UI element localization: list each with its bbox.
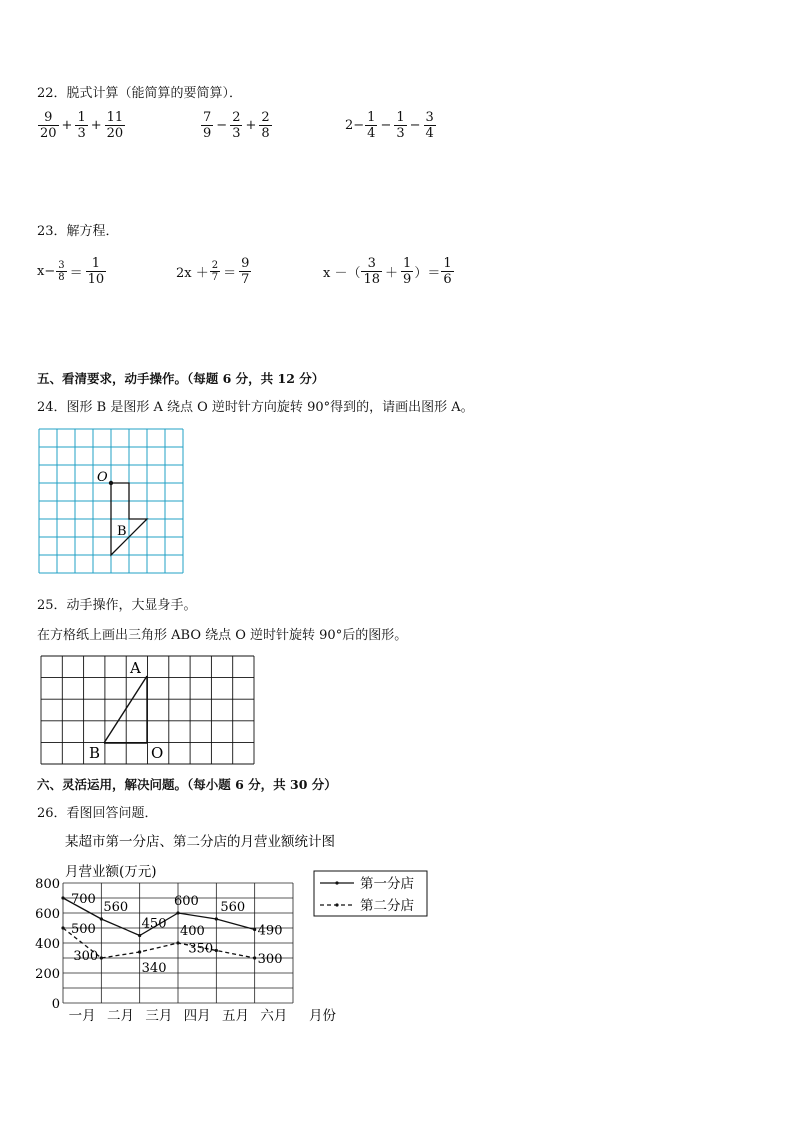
fraction: $\frac{3}{4}$ [425, 110, 434, 141]
legend-marker [335, 903, 338, 906]
legend-label: 第二分店 [360, 898, 414, 914]
y-tick-labels [35, 877, 60, 1012]
q25-grid [40, 655, 256, 767]
q22-expr-3: 2− $\frac{1}{4}$ − $\frac{1}{3}$ − $\frac{3}{4}$ [345, 110, 434, 141]
fraction: $\frac{1}{6}$ [443, 256, 452, 287]
fraction: $\frac{3}{18}$ [363, 256, 381, 287]
data-label: 400 [180, 924, 205, 939]
y-tick-label: 400 [35, 937, 60, 952]
fraction: $\frac{1}{3}$ [77, 110, 86, 141]
x-tick-label: 三月 [145, 1008, 173, 1024]
chart-title: 某超市第一分店、第二分店的月营业额统计图 [65, 834, 335, 850]
x-axis-label: 月份 [309, 1008, 336, 1024]
q25-title: 25．动手操作，大显身手。 [37, 598, 197, 613]
data-label: 350 [188, 941, 214, 957]
data-point [100, 917, 103, 920]
fraction: $\frac{7}{9}$ [203, 110, 212, 141]
y-tick-label: 200 [35, 967, 60, 982]
legend-marker [335, 881, 338, 884]
data-point [215, 949, 218, 952]
data-point [253, 928, 256, 931]
data-label: 450 [141, 916, 167, 932]
x-tick-label: 一月 [68, 1008, 96, 1024]
y-axis-label: 月营业额(万元) [65, 864, 157, 880]
fraction: $\frac{1}{3}$ [396, 110, 405, 141]
data-point [61, 926, 64, 929]
fraction: $\frac{2}{7}$ [211, 260, 219, 283]
fraction: $\frac{11}{20}$ [106, 110, 124, 141]
chart-legend [314, 871, 427, 916]
data-label: 340 [141, 961, 167, 976]
q22-title: 22．脱式计算（能简算的要简算）． [37, 86, 243, 101]
q23-equation-1: x− $\frac{3}{8}$ ＝ $\frac{1}{10}$ [37, 256, 105, 287]
fraction: $\frac{1}{9}$ [403, 256, 412, 287]
x-tick-label: 五月 [222, 1008, 249, 1024]
fraction: $\frac{3}{8}$ [58, 260, 65, 283]
data-point [100, 956, 103, 959]
label-o: O [151, 744, 164, 762]
q24-title: 24．图形 B 是图形 A 绕点 O 逆时针方向旋转 90°得到的，请画出图形 A。 [37, 400, 474, 415]
x-tick-label: 四月 [183, 1008, 211, 1024]
label-b: B [89, 744, 101, 762]
fraction: $\frac{9}{20}$ [40, 110, 57, 141]
data-point [61, 896, 64, 899]
fraction: $\frac{2}{3}$ [232, 110, 241, 141]
label-a: A [130, 659, 141, 677]
data-label: 500 [71, 922, 96, 937]
q24-rotation-grid [37, 427, 187, 577]
q23-equation-2: 2x ＋ $\frac{2}{7}$ ＝ $\frac{9}{7}$ [176, 256, 250, 287]
label-b: B [117, 524, 127, 539]
data-point [176, 911, 179, 914]
section-6-heading: 六、灵活运用，解决问题。（每小题 6 分，共 30 分） [37, 777, 337, 792]
data-point [215, 917, 218, 920]
sales-line-chart [30, 826, 450, 1036]
q22-expr-1: $\frac{9}{20}$ + $\frac{1}{3}$ + $\frac{11}{20}$ [40, 110, 124, 141]
x-tick-label: 六月 [260, 1008, 288, 1024]
point-o [109, 481, 113, 485]
q23-equation-3: x －（ $\frac{3}{18}$ ＋ $\frac{1}{9}$ ）＝ $\frac{1}{6}$ [323, 256, 452, 287]
data-label: 300 [73, 949, 99, 964]
y-tick-label: 800 [35, 877, 60, 892]
data-label: 560 [103, 900, 129, 915]
label-o: O [97, 470, 108, 485]
fraction: $\frac{1}{10}$ [87, 256, 105, 287]
data-label: 600 [174, 894, 199, 909]
data-point [176, 941, 179, 944]
chart-series [61, 892, 282, 976]
data-point [253, 956, 256, 959]
fraction: $\frac{9}{7}$ [241, 256, 250, 287]
q26-title: 26．看图回答问题． [37, 806, 158, 821]
x-tick-labels [69, 1008, 288, 1024]
q22-expr-2: $\frac{7}{9}$ − $\frac{2}{3}$ + $\frac{2}{8}$ [203, 110, 270, 141]
fraction: $\frac{1}{4}$ [367, 110, 376, 141]
y-tick-label: 600 [35, 907, 60, 922]
data-label: 700 [71, 892, 96, 907]
q25-instruction: 在方格纸上画出三角形 ABO 绕点 O 逆时针旋转 90°后的图形。 [37, 628, 408, 643]
data-point [138, 934, 141, 937]
side-ab [104, 676, 147, 743]
section-5-heading: 五、看清要求，动手操作。（每题 6 分，共 12 分） [37, 371, 325, 386]
data-label: 300 [257, 952, 283, 967]
fraction: $\frac{2}{8}$ [261, 110, 270, 141]
data-label: 560 [220, 900, 246, 915]
data-label: 490 [257, 923, 283, 939]
x-tick-label: 二月 [107, 1008, 134, 1024]
y-tick-label: 0 [51, 997, 60, 1012]
legend-label: 第一分店 [360, 876, 414, 892]
q23-title: 23．解方程． [37, 224, 119, 239]
data-point [138, 950, 141, 953]
